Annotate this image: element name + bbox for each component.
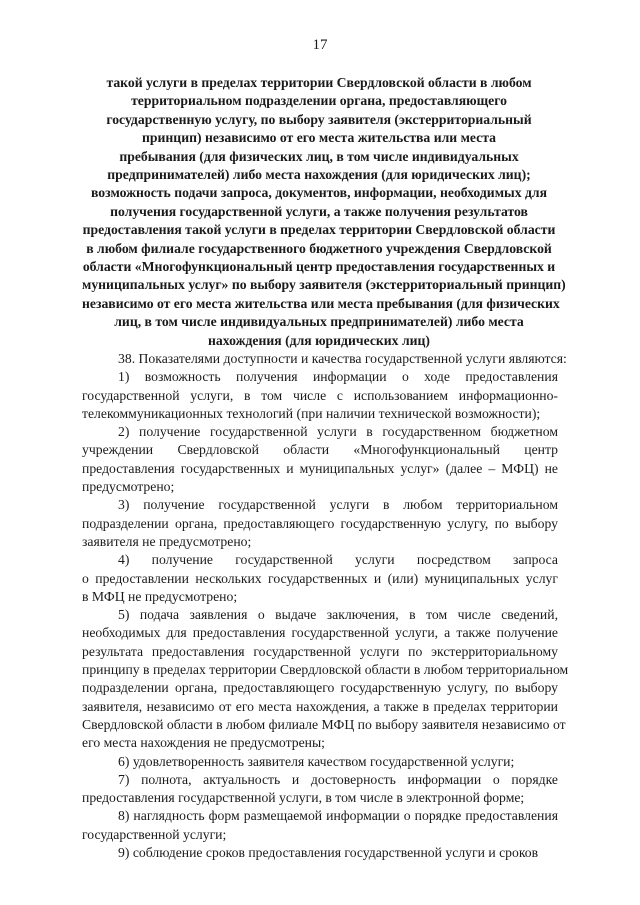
- paragraph-line: 1) возможность получения информации о ходе предоставления: [118, 369, 558, 385]
- paragraph-line: заявителя не предусмотрено;: [82, 533, 252, 549]
- heading-line: муниципальных услуг» по выбору заявителя (экстерриториальный принцип): [82, 277, 566, 293]
- paragraph-line: 5) подача заявления о выдаче заключения, в том числе сведений,: [118, 607, 558, 623]
- document-body: [82, 350, 569, 862]
- paragraph-line: 4) получение государственной услуги посредством запроса: [118, 552, 558, 568]
- paragraph: [82, 496, 558, 551]
- paragraph-line: в МФЦ не предусмотрено;: [82, 588, 238, 604]
- paragraph-line: предоставления государственных и муниципальных услуг» (далее – МФЦ) не: [82, 460, 558, 476]
- paragraph: [82, 368, 558, 423]
- paragraph-line: принципу в пределах территории Свердловской области в любом территориальном: [82, 662, 569, 678]
- paragraph-line: 38. Показателями доступности и качества государственной услуги являются:: [118, 351, 567, 366]
- paragraph-line: государственной услуги;: [82, 826, 227, 842]
- paragraph: [82, 423, 558, 496]
- paragraph-line: результата предоставления государственной услуги по экстерриториальному: [82, 643, 558, 659]
- paragraph-line: предусмотрено;: [82, 479, 175, 495]
- paragraph-line: подразделении органа, предоставляющего государственную услугу, по выбору: [82, 515, 558, 531]
- paragraph-line: необходимых для предоставления государственной услуги, а также получение: [82, 625, 558, 641]
- paragraph: [82, 350, 567, 368]
- heading-line: предоставления такой услуги в пределах территории Свердловской области: [82, 222, 556, 238]
- heading-line: нахождения (для юридических лиц): [208, 332, 430, 348]
- paragraph-line: Свердловской области в любом филиале МФЦ по выбору заявителя независимо от: [82, 716, 566, 732]
- heading-line: государственную услугу, по выбору заявителя (экстерриториальный: [106, 111, 532, 127]
- paragraph: [82, 807, 558, 844]
- heading-line: такой услуги в пределах территории Свердловской области в любом: [106, 75, 532, 90]
- heading-line: возможность подачи запроса, документов, информации, необходимых для: [91, 185, 547, 201]
- heading-line: области «Многофункциональный центр предоставления государственных и: [82, 259, 556, 275]
- heading-line: территориальном подразделении органа, предоставляющего: [131, 93, 507, 109]
- paragraph-line: 9) соблюдение сроков предоставления государственной услуги и сроков: [118, 845, 539, 861]
- paragraph-line: 6) удовлетворенность заявителя качеством государственной услуги;: [118, 753, 515, 769]
- heading-line: принцип) независимо от его места жительства или места: [142, 130, 496, 146]
- paragraph-line: заявителя, независимо от его места нахождения, а также в пределах территории: [82, 698, 558, 714]
- heading-line: предпринимателей) либо места нахождения (для юридических лиц);: [107, 167, 531, 183]
- paragraph: [82, 844, 558, 862]
- paragraph-line: учреждении Свердловской области «Многофункциональный центр: [82, 442, 558, 458]
- paragraph: [82, 551, 558, 606]
- paragraph-line: телекоммуникационных технологий (при наличии технической возможности);: [82, 405, 541, 421]
- paragraph-line: государственной услуги, в том числе с использованием информационно-: [82, 387, 558, 403]
- heading-line: в любом филиале государственного бюджетного учреждения Свердловской: [86, 240, 552, 256]
- paragraph-line: предоставления государственной услуги, в том числе в электронной форме;: [82, 790, 525, 806]
- paragraph-line: 8) наглядность форм размещаемой информации о порядке предоставления: [118, 808, 558, 824]
- paragraph-line: 7) полнота, актуальность и достоверность информации о порядке: [118, 771, 558, 787]
- paragraph-line: 3) получение государственной услуги в любом территориальном: [118, 497, 558, 513]
- heading-line: лиц, в том числе индивидуальных предпринимателей) либо места: [114, 314, 524, 330]
- paragraph-line: о предоставлении нескольких государственных и (или) муниципальных услуг: [82, 570, 558, 586]
- heading-line: независимо от его места жительства или места пребывания (для физических: [82, 295, 560, 311]
- paragraph: [82, 606, 569, 752]
- paragraph-line: 2) получение государственной услуги в государственном бюджетном: [118, 424, 558, 440]
- section-heading: [82, 74, 566, 350]
- heading-line: получения государственной услуги, а также получения результатов: [110, 203, 528, 219]
- paragraph: [82, 771, 558, 808]
- paragraph: [82, 753, 558, 771]
- page-number: 17: [312, 37, 328, 53]
- paragraph-line: подразделении органа, предоставляющего государственную услугу, по выбору: [82, 680, 558, 696]
- heading-line: пребывания (для физических лиц, в том числе индивидуальных: [119, 148, 519, 164]
- paragraph-line: его места нахождения не предусмотрены;: [82, 735, 325, 751]
